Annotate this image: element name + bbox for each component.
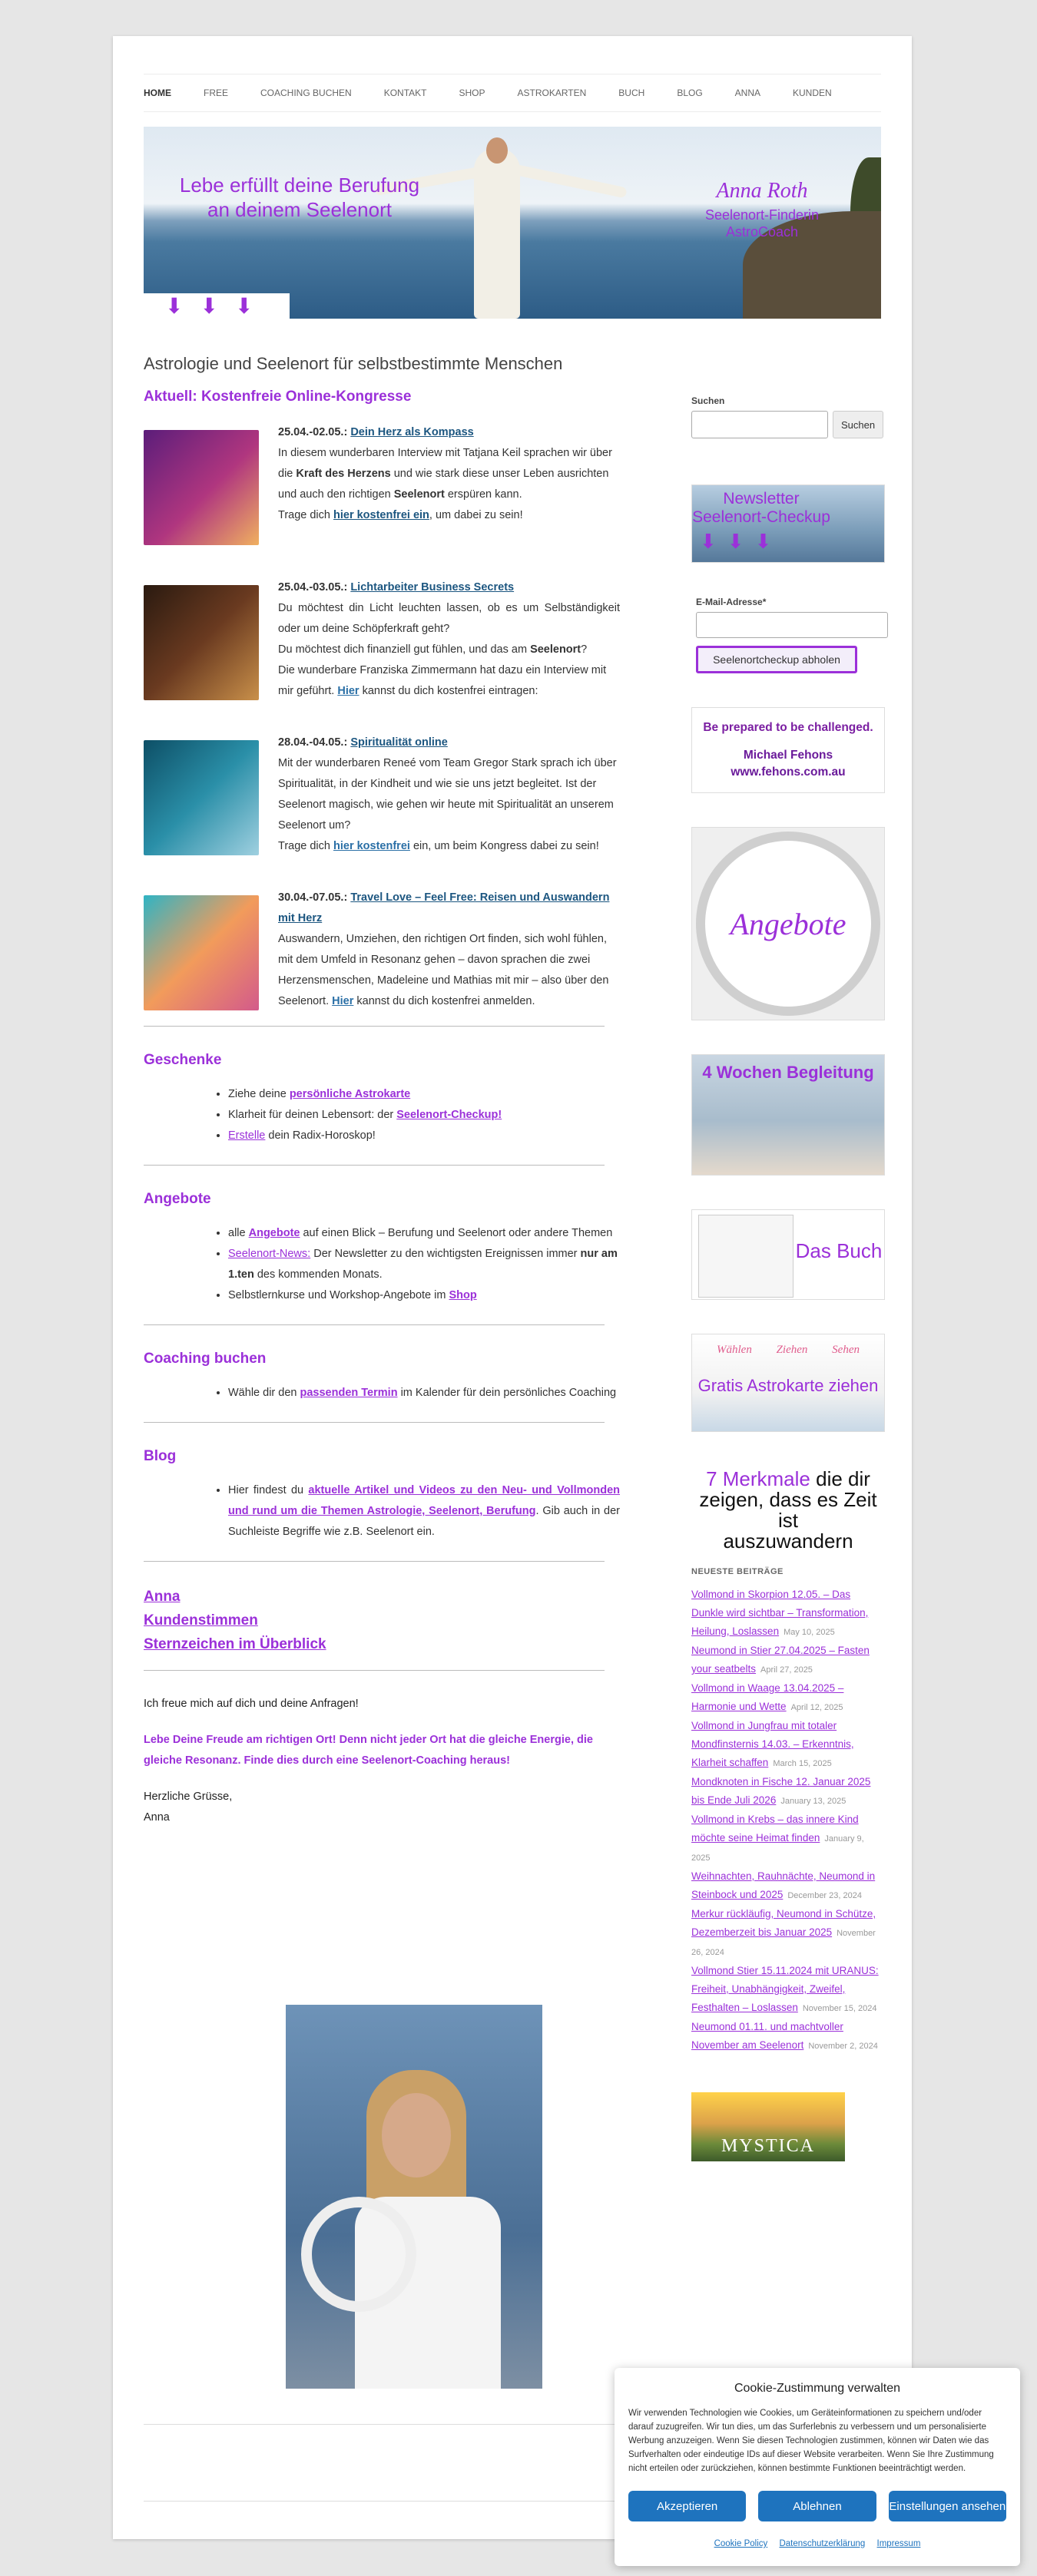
recent-post-link[interactable]: Vollmond in Skorpion 12.05. – Das Dunkle wird sichtbar – Transformation, Heilung, Loslassen xyxy=(691,1589,869,1637)
banner-arm-right xyxy=(512,164,628,199)
coaching-section xyxy=(144,1348,620,1404)
recent-post-item xyxy=(691,2018,883,2055)
arrow-down-icon: ⬇ xyxy=(200,293,218,318)
recent-posts xyxy=(691,1567,883,2055)
closing-signature: Anna xyxy=(144,1811,170,1824)
astrokarte-link[interactable]: persönliche Astrokarte xyxy=(289,1088,411,1100)
blog-heading: Blog xyxy=(144,1448,177,1464)
recent-post-link[interactable]: Weihnachten, Rauhnächte, Neumond in Steinbock und 2025 xyxy=(691,1870,876,1900)
main-nav xyxy=(144,74,881,112)
kongress-signup-link[interactable]: Hier xyxy=(337,685,359,697)
newsletter-line-1: Newsletter xyxy=(723,490,800,508)
nav-shop[interactable]: SHOP xyxy=(459,88,485,98)
kongress-thumbnail[interactable] xyxy=(144,740,259,855)
search-input[interactable] xyxy=(691,411,828,438)
kongress-title-link[interactable]: Travel Love – Feel Free: Reisen und Auswandern mit Herz xyxy=(278,891,610,924)
astrokarte-words: Wählen Ziehen Sehen xyxy=(717,1344,860,1356)
kongress-text: Die wunderbare Franziska Zimmermann hat dazu ein Interview mit mir geführt. xyxy=(278,664,607,697)
recent-post-link[interactable]: Vollmond in Jungfrau mit totaler Mondfinsternis 14.03. – Erkenntnis, Klarheit schaffen xyxy=(691,1720,854,1768)
nav-astrokarten[interactable]: ASTROKARTEN xyxy=(517,88,587,98)
book-cover xyxy=(698,1215,793,1298)
blog-section xyxy=(144,1446,620,1543)
impressum-link[interactable]: Impressum xyxy=(876,2539,921,2548)
arrow-down-icon: ⬇ xyxy=(165,293,184,318)
list-text: Hier findest du xyxy=(228,1484,309,1496)
divider xyxy=(144,1324,605,1325)
list-text: Wähle dir den xyxy=(228,1387,300,1399)
arrow-down-icon: ⬇ xyxy=(234,293,253,318)
divider xyxy=(144,1561,605,1562)
quick-links xyxy=(144,1585,620,1656)
kongress-item xyxy=(144,888,620,1012)
sidebar xyxy=(691,395,883,2161)
fehons-line-1: Be prepared to be challenged. xyxy=(703,721,873,734)
list-item xyxy=(228,1084,620,1105)
kongress-text: Trage dich xyxy=(278,840,333,852)
recent-post-date: January 9, 2025 xyxy=(691,1834,864,1863)
banner-role-1: Seelenort-Finderin xyxy=(704,207,820,223)
nav-anna[interactable]: ANNA xyxy=(734,88,761,98)
begleitung-text: 4 Wochen Begleitung xyxy=(702,1063,874,1082)
angebote-heading: Angebote xyxy=(144,1191,211,1207)
aktuell-heading: Aktuell: Kostenfreie Online-Kongresse xyxy=(144,389,412,405)
merkmale-line-2: zeigen, dass es Zeit ist xyxy=(699,1488,877,1532)
kongress-title-link[interactable]: Dein Herz als Kompass xyxy=(350,426,474,438)
recent-post-date: January 13, 2025 xyxy=(780,1797,846,1806)
list-bold: nur am 1.ten xyxy=(228,1248,618,1281)
list-text: Klarheit für deinen Lebensort: der xyxy=(228,1109,397,1121)
list-text: Ziehe deine xyxy=(228,1088,290,1100)
kongress-thumbnail[interactable] xyxy=(144,585,259,700)
kongress-text: Auswandern, Umziehen, den richtigen Ort finden, sich wohl fühlen, mit dem Umfeld in Resonanz gehen – davon sprachen die zwei Herzensmenschen, Madeleine und Mathias mit mir – also über den Seelenort. xyxy=(278,933,609,1007)
merkmale-highlight: 7 Merkmale xyxy=(706,1467,810,1490)
recent-post-link[interactable]: Vollmond Stier 15.11.2024 mit URANUS: Freiheit, Unabhängigkeit, Zweifel, Festhalten – Loslassen xyxy=(691,1965,879,2013)
kongress-text: Trage dich xyxy=(278,509,333,521)
recent-post-item xyxy=(691,1717,883,1773)
closing-text xyxy=(144,1694,620,1828)
accept-button[interactable]: Akzeptieren xyxy=(628,2491,746,2521)
kongress-item xyxy=(144,732,620,857)
banner-role xyxy=(685,207,839,240)
banner-head xyxy=(486,137,508,164)
nav-kunden[interactable]: KUNDEN xyxy=(793,88,832,98)
banner-role-2: AstroCoach xyxy=(725,224,799,240)
recent-post-item xyxy=(691,1642,883,1679)
kongress-text: ein, um beim Kongress dabei zu sein! xyxy=(409,840,599,852)
list-item xyxy=(228,1244,620,1285)
recent-post-item xyxy=(691,1773,883,1810)
closing-greeting: Herzliche Grüsse, xyxy=(144,1791,233,1803)
recent-post-item xyxy=(691,1679,883,1717)
list-item xyxy=(228,1285,620,1306)
list-item xyxy=(228,1126,620,1146)
page-title: Astrologie und Seelenort für selbstbestimmte Menschen xyxy=(144,354,563,373)
recent-posts-heading: NEUESTE BEITRÄGE xyxy=(691,1567,784,1576)
radix-link[interactable]: Erstelle xyxy=(228,1129,266,1142)
search-button[interactable]: Suchen xyxy=(833,411,883,438)
kongress-title-link[interactable]: Lichtarbeiter Business Secrets xyxy=(350,581,515,594)
nav-free[interactable]: FREE xyxy=(204,88,229,98)
kongress-title-link[interactable]: Spiritualität online xyxy=(350,736,448,749)
datenschutz-link[interactable]: Datenschutzerklärung xyxy=(779,2539,866,2548)
astrokarte-text: Gratis Astrokarte ziehen xyxy=(697,1376,879,1395)
cookie-policy-link[interactable]: Cookie Policy xyxy=(714,2539,768,2548)
kongress-text: und wie stark diese unser Leben ausrichten und auch den richtigen xyxy=(278,468,609,501)
sternzeichen-link[interactable]: Sternzeichen im Überblick xyxy=(144,1636,326,1652)
recent-post-date: November 2, 2024 xyxy=(808,2042,878,2051)
recent-post-link[interactable]: Mondknoten in Fische 12. Januar 2025 bis Ende Juli 2026 xyxy=(691,1776,871,1806)
banner-arrows xyxy=(144,293,290,319)
nav-kontakt[interactable]: KONTAKT xyxy=(383,88,427,98)
blog-articles-link[interactable]: aktuelle Artikel und Videos zu den Neu- und Vollmonden und rund um die Themen Astrologie, Seelenort, Berufung xyxy=(228,1484,620,1517)
email-signup xyxy=(696,597,879,673)
merkmale-line-1 xyxy=(691,1469,885,1490)
newsletter-banner[interactable] xyxy=(691,484,885,563)
kongress-text: Du möchtest din Licht leuchten lassen, ob es um Selbständigkeit oder um deine Schöpferkraft geht? xyxy=(278,602,620,635)
kongress-text: , um dabei zu sein! xyxy=(429,509,523,521)
divider xyxy=(144,1026,605,1027)
banner-headline-1: Lebe erfüllt deine Berufung xyxy=(179,174,420,197)
angebote-link[interactable]: Angebote xyxy=(248,1227,300,1239)
nav-coaching-buchen[interactable]: COACHING BUCHEN xyxy=(260,88,352,98)
closing-highlight: Lebe Deine Freude am richtigen Ort! Denn nicht jeder Ort hat die gleiche Energie, die gleiche Resonanz. Finde dies durch eine Seelenort-Coaching heraus! xyxy=(144,1734,593,1767)
nav-buch[interactable]: BUCH xyxy=(618,88,645,98)
recent-post-item xyxy=(691,1867,883,1905)
buch-banner[interactable] xyxy=(691,1209,885,1300)
header-banner[interactable] xyxy=(144,127,881,319)
coaching-heading: Coaching buchen xyxy=(144,1351,267,1367)
merkmale-banner[interactable] xyxy=(691,1466,885,1553)
kongress-bold: Kraft des Herzens xyxy=(296,468,391,480)
angebote-banner[interactable] xyxy=(691,827,885,1020)
list-text: auf einen Blick – Berufung und Seelenort oder andere Themen xyxy=(300,1227,613,1239)
seelenort-news-link[interactable]: Seelenort-News: xyxy=(228,1248,311,1260)
kongress-signup-link[interactable]: Hier xyxy=(332,995,354,1007)
kongress-bold: Seelenort xyxy=(393,488,445,501)
merkmale-text: die dir xyxy=(810,1467,870,1490)
kongress-text: ? xyxy=(581,643,588,656)
page-container xyxy=(113,36,912,2539)
angebote-banner-text: Angebote xyxy=(730,906,846,941)
search-box xyxy=(691,411,883,438)
recent-post-item xyxy=(691,1962,883,2018)
anna-portrait xyxy=(286,2005,542,2389)
kongress-date: 30.04.-07.05.: xyxy=(278,891,348,904)
list-item xyxy=(228,1480,620,1543)
ship-wheel-icon xyxy=(301,2197,416,2312)
deny-button[interactable]: Ablehnen xyxy=(758,2491,876,2521)
geschenke-heading: Geschenke xyxy=(144,1052,222,1068)
kongress-item xyxy=(144,577,620,702)
closing-line: Ich freue mich auf dich und deine Anfragen! xyxy=(144,1698,359,1710)
portrait-face xyxy=(382,2093,451,2178)
search-label: Suchen xyxy=(691,395,725,406)
buch-text: Das Buch xyxy=(795,1239,883,1262)
kongress-item xyxy=(144,422,620,537)
kundenstimmen-link[interactable]: Kundenstimmen xyxy=(144,1612,258,1629)
fehons-banner[interactable] xyxy=(691,707,885,793)
recent-post-date: April 12, 2025 xyxy=(790,1703,843,1712)
seelenortcheckup-button[interactable]: Seelenortcheckup abholen xyxy=(696,646,857,673)
recent-post-date: November 15, 2024 xyxy=(802,2004,877,2013)
fehons-line-2: Michael Fehons xyxy=(743,749,833,762)
settings-button[interactable]: Einstellungen ansehen xyxy=(889,2491,1006,2521)
banner-woman xyxy=(474,148,520,319)
kongress-text: Du möchtest dich finanziell gut fühlen, und das am xyxy=(278,643,531,656)
recent-post-date: November 26, 2024 xyxy=(691,1929,876,1957)
begleitung-banner[interactable] xyxy=(691,1054,885,1176)
angebote-section xyxy=(144,1189,620,1306)
kongress-text: kannst du dich kostenfrei eintragen: xyxy=(359,685,538,697)
mystica-banner[interactable] xyxy=(691,2092,845,2161)
list-text: des kommenden Monats. xyxy=(253,1268,383,1281)
banner-headline-2: an deinem Seelenort xyxy=(207,198,392,221)
kongress-signup-link[interactable]: hier kostenfrei xyxy=(333,840,410,852)
anna-link[interactable]: Anna xyxy=(144,1589,181,1605)
email-field[interactable] xyxy=(696,612,888,638)
kongress-date: 28.04.-04.05.: xyxy=(278,736,348,749)
cookie-text: Wir verwenden Technologien wie Cookies, um Geräteinformationen zu speichern und/oder darauf zuzugreifen. Wir tun dies, um das Surferlebnis zu verbessern und um personalisierte Werbung anzuzeigen. Wenn Sie diesen Technologien zustimmen, können wir Daten wie das Surfverhalten oder eindeutige IDs auf dieser Website verarbeiten. Wenn Sie Ihre Zustimmung nicht erteilen oder zurückziehen, können bestimmte Funktionen beeinträchtigt werden. xyxy=(628,2409,994,2473)
list-text: alle xyxy=(228,1227,249,1239)
kongress-signup-link[interactable]: hier kostenfrei ein xyxy=(333,509,429,521)
nav-home[interactable]: HOME xyxy=(144,88,171,98)
main-content xyxy=(144,352,620,1828)
recent-post-link[interactable]: Vollmond in Waage 13.04.2025 – Harmonie und Wette xyxy=(691,1682,844,1712)
recent-post-link[interactable]: Neumond in Stier 27.04.2025 – Fasten your seatbelts xyxy=(691,1645,870,1675)
kongress-date: 25.04.-03.05.: xyxy=(278,581,348,594)
cookie-links xyxy=(628,2537,1006,2551)
list-item xyxy=(228,1383,620,1404)
nav-blog[interactable]: BLOG xyxy=(677,88,703,98)
recent-post-link[interactable]: Vollmond in Krebs – das innere Kind möchte seine Heimat finden xyxy=(691,1814,859,1844)
kongress-date: 25.04.-02.05.: xyxy=(278,426,348,438)
zodiac-wheel-icon xyxy=(696,832,880,1016)
recent-post-link[interactable]: Neumond 01.11. und machtvoller November am Seelenort xyxy=(691,2021,843,2051)
kongress-bold: Seelenort xyxy=(530,643,581,656)
astrokarte-banner[interactable] xyxy=(691,1334,885,1432)
kongress-thumbnail[interactable] xyxy=(144,430,259,545)
divider xyxy=(144,1165,605,1166)
kongress-text: kannst du dich kostenfrei anmelden. xyxy=(353,995,535,1007)
merkmale-line-3: auszuwandern xyxy=(723,1529,853,1553)
recent-post-link[interactable]: Merkur rückläufig, Neumond in Schütze, Dezemberzeit bis Januar 2025 xyxy=(691,1908,876,1938)
list-text: Selbstlernkurse und Workshop-Angebote im xyxy=(228,1289,449,1301)
email-label: E-Mail-Adresse* xyxy=(696,597,767,607)
newsletter-text xyxy=(692,490,830,527)
newsletter-line-2: Seelenort-Checkup xyxy=(692,508,830,526)
cookie-buttons xyxy=(628,2491,1006,2521)
recent-post-item xyxy=(691,1905,883,1962)
fehons-line-3: www.fehons.com.au xyxy=(731,766,846,779)
shop-link[interactable]: Shop xyxy=(449,1289,477,1301)
list-text: . Gib auch in der Suchleiste Begriffe wie z.B. Seelenort ein. xyxy=(228,1505,620,1538)
list-text: im Kalender für dein persönliches Coaching xyxy=(397,1387,617,1399)
termin-link[interactable]: passenden Termin xyxy=(300,1387,398,1399)
banner-name: Anna Roth xyxy=(716,179,808,203)
arrow-down-icon: ⬇⬇⬇ xyxy=(700,530,783,553)
cookie-title: Cookie-Zustimmung verwalten xyxy=(734,2382,901,2395)
list-item xyxy=(228,1223,620,1244)
kongress-text: In diesem wunderbaren Interview mit Tatjana Keil sprachen wir über die xyxy=(278,447,612,480)
recent-post-item xyxy=(691,1586,883,1642)
seelenort-checkup-link[interactable]: Seelenort-Checkup! xyxy=(396,1109,502,1121)
banner-headline xyxy=(173,173,426,222)
list-text: dein Radix-Horoskop! xyxy=(265,1129,376,1142)
cookie-consent-dialog xyxy=(615,2368,1020,2566)
recent-post-date: March 15, 2025 xyxy=(773,1759,832,1768)
list-item xyxy=(228,1105,620,1126)
recent-post-date: April 27, 2025 xyxy=(760,1665,813,1675)
divider xyxy=(144,1422,605,1423)
kongress-text: Mit der wunderbaren Reneé vom Team Gregor Stark sprach ich über Spiritualität, in der Kindheit und wie sie uns jetzt begleitet. Ist der Seelenort magisch, wie gehen wir heute mit Spiritualität an unserem Seelenort um? xyxy=(278,757,617,832)
recent-post-date: May 10, 2025 xyxy=(784,1628,835,1637)
recent-posts-list xyxy=(691,1586,883,2055)
recent-post-item xyxy=(691,1810,883,1867)
list-text: Der Newsletter zu den wichtigsten Ereignissen immer xyxy=(310,1248,581,1260)
kongress-text: erspüren kann. xyxy=(444,488,522,501)
recent-post-date: December 23, 2024 xyxy=(787,1891,862,1900)
divider xyxy=(144,1670,605,1671)
kongress-thumbnail[interactable] xyxy=(144,895,259,1010)
mystica-text: MYSTICA xyxy=(721,2136,815,2156)
geschenke-section xyxy=(144,1050,620,1146)
